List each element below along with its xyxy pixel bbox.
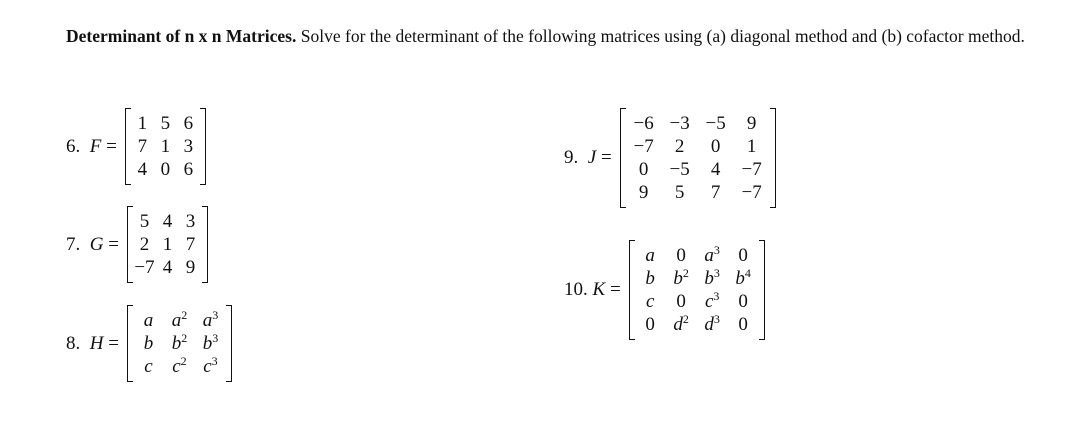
matrix-cell: 4	[137, 159, 148, 180]
matrix-cell: 5	[139, 211, 150, 232]
cell-base: d	[704, 314, 714, 335]
problem-number: 10.	[564, 279, 588, 300]
matrix-name: K	[592, 279, 606, 300]
matrix-cell: 9	[638, 182, 649, 203]
matrix-cell	[195, 309, 226, 332]
matrix-row	[635, 313, 759, 336]
problem-label: 6. F =	[66, 135, 117, 157]
matrix-cell	[635, 244, 666, 267]
matrix-cell	[666, 313, 697, 336]
cell-exponent: 3	[713, 289, 720, 303]
cell-base: 0	[738, 314, 748, 335]
cell-base: 0	[676, 291, 686, 312]
cell-base: c	[144, 356, 153, 377]
matrix-row	[635, 244, 759, 267]
matrix-cell: 5	[674, 182, 685, 203]
matrix-cell	[697, 313, 728, 336]
matrix-cell	[728, 267, 759, 290]
matrix-cell: 0	[160, 159, 171, 180]
cell-exponent: 4	[744, 266, 751, 280]
matrix-row	[635, 290, 759, 313]
matrix-name: H	[89, 332, 104, 354]
matrix-cell	[195, 332, 226, 355]
matrix-cell	[164, 355, 195, 378]
cell-exponent: 2	[682, 312, 689, 326]
cell-base: a	[704, 245, 714, 266]
cell-base: a	[171, 310, 182, 331]
matrix-row	[131, 112, 200, 135]
matrix-g	[127, 206, 208, 283]
cell-base: a	[645, 245, 655, 266]
matrix-cell	[635, 267, 666, 290]
matrix-row	[133, 210, 202, 233]
section-heading: Determinant of n x n Matrices.	[66, 26, 297, 46]
matrix-row	[626, 112, 770, 135]
problem-label: 10. K =	[564, 279, 621, 300]
matrix-cell	[666, 290, 697, 313]
matrix-cell: 4	[162, 211, 173, 232]
matrix-f	[125, 108, 206, 185]
matrix-row	[133, 233, 202, 256]
matrix-cell	[697, 290, 728, 313]
problem-number: 8.	[66, 332, 81, 354]
matrix-cell: −7	[633, 136, 654, 157]
matrix-j	[620, 108, 776, 208]
matrix-cell: 9	[746, 113, 757, 134]
matrix-cell	[666, 267, 697, 290]
matrix-cell	[133, 332, 164, 355]
problem-6	[66, 108, 206, 185]
matrix-row	[131, 158, 200, 181]
matrix-cell	[133, 355, 164, 378]
cell-base: b	[202, 333, 213, 354]
matrix-cell	[635, 313, 666, 336]
matrix-row	[635, 267, 759, 290]
problem-label: 8. H =	[66, 332, 119, 354]
matrix-row	[131, 135, 200, 158]
problem-7	[66, 206, 208, 283]
matrix-row	[133, 309, 226, 332]
matrix-cell	[666, 244, 697, 267]
matrix-cell: 1	[160, 136, 171, 157]
problem-9	[564, 108, 776, 208]
matrix-cell: −7	[741, 159, 762, 180]
matrix-cell	[164, 309, 195, 332]
cell-base: a	[143, 310, 154, 331]
cell-exponent: 2	[180, 354, 187, 368]
matrix-name: F	[89, 135, 102, 157]
matrix-cell: 5	[160, 113, 171, 134]
matrix-cell: 6	[183, 159, 194, 180]
matrix-cell	[195, 355, 226, 378]
cell-base: b	[704, 268, 714, 289]
cell-base: 0	[676, 245, 686, 266]
matrix-cell: 7	[185, 234, 196, 255]
cell-base: c	[645, 291, 655, 312]
matrix-row	[133, 332, 226, 355]
matrix-cell: 4	[710, 159, 721, 180]
cell-base: 0	[738, 245, 748, 266]
matrix-cell	[728, 313, 759, 336]
matrix-cell: 3	[185, 211, 196, 232]
cell-base: d	[673, 314, 683, 335]
problem-label: 7. G =	[66, 233, 119, 255]
matrix-cell: −7	[134, 257, 155, 278]
cell-exponent: 3	[713, 266, 720, 280]
matrix-cell: −5	[669, 159, 690, 180]
problem-label: 9. J =	[564, 147, 612, 168]
cell-exponent: 3	[212, 331, 219, 345]
cell-exponent: 3	[212, 308, 219, 322]
cell-base: b	[735, 268, 745, 289]
matrix-row	[133, 355, 226, 378]
matrix-cell: 4	[162, 257, 173, 278]
matrix-cell: 7	[137, 136, 148, 157]
problem-number: 6.	[66, 135, 81, 157]
matrix-cell	[164, 332, 195, 355]
matrix-cell: −6	[633, 113, 654, 134]
cell-exponent: 3	[713, 312, 720, 326]
matrix-cell: −3	[669, 113, 690, 134]
matrix-name: J	[587, 147, 597, 168]
matrix-cell: 1	[137, 113, 148, 134]
matrix-cell	[635, 290, 666, 313]
matrix-cell	[133, 309, 164, 332]
instructions-text: Solve for the determinant of the following matrices using (a) diagonal method and (b) cofactor method.	[296, 26, 1025, 46]
problem-number: 7.	[66, 233, 81, 255]
matrix-cell: 0	[710, 136, 721, 157]
matrix-h	[127, 305, 232, 382]
matrix-row	[133, 256, 202, 279]
cell-base: c	[172, 356, 181, 377]
instructions-paragraph	[66, 24, 1036, 48]
matrix-cell: 1	[162, 234, 173, 255]
cell-base: b	[673, 268, 683, 289]
cell-exponent: 2	[682, 266, 689, 280]
matrix-cell: 1	[746, 136, 757, 157]
matrix-cell	[697, 267, 728, 290]
cell-base: b	[171, 333, 182, 354]
matrix-cell	[697, 244, 728, 267]
problem-10	[564, 240, 765, 340]
cell-base: a	[202, 310, 213, 331]
cell-base: 0	[645, 314, 655, 335]
cell-base: b	[143, 333, 154, 354]
matrix-name: G	[89, 233, 104, 255]
matrix-row	[626, 135, 770, 158]
matrix-k	[629, 240, 765, 340]
cell-base: 0	[738, 291, 748, 312]
matrix-cell: 2	[674, 136, 685, 157]
problem-8	[66, 305, 232, 382]
matrix-row	[626, 181, 770, 204]
matrix-cell: 9	[185, 257, 196, 278]
matrix-row	[626, 158, 770, 181]
problem-number: 9.	[564, 147, 579, 168]
matrix-cell	[728, 244, 759, 267]
matrix-cell: 3	[183, 136, 194, 157]
matrix-cell: 6	[183, 113, 194, 134]
cell-base: b	[645, 268, 655, 289]
cell-exponent: 3	[211, 354, 218, 368]
cell-exponent: 2	[181, 331, 188, 345]
matrix-cell: 7	[710, 182, 721, 203]
cell-exponent: 2	[181, 308, 188, 322]
matrix-cell: 0	[638, 159, 649, 180]
matrix-cell: −5	[705, 113, 726, 134]
cell-base: c	[203, 356, 212, 377]
matrix-cell	[728, 290, 759, 313]
cell-base: c	[704, 291, 714, 312]
matrix-cell: 2	[139, 234, 150, 255]
cell-exponent: 3	[713, 243, 720, 257]
matrix-cell: −7	[741, 182, 762, 203]
